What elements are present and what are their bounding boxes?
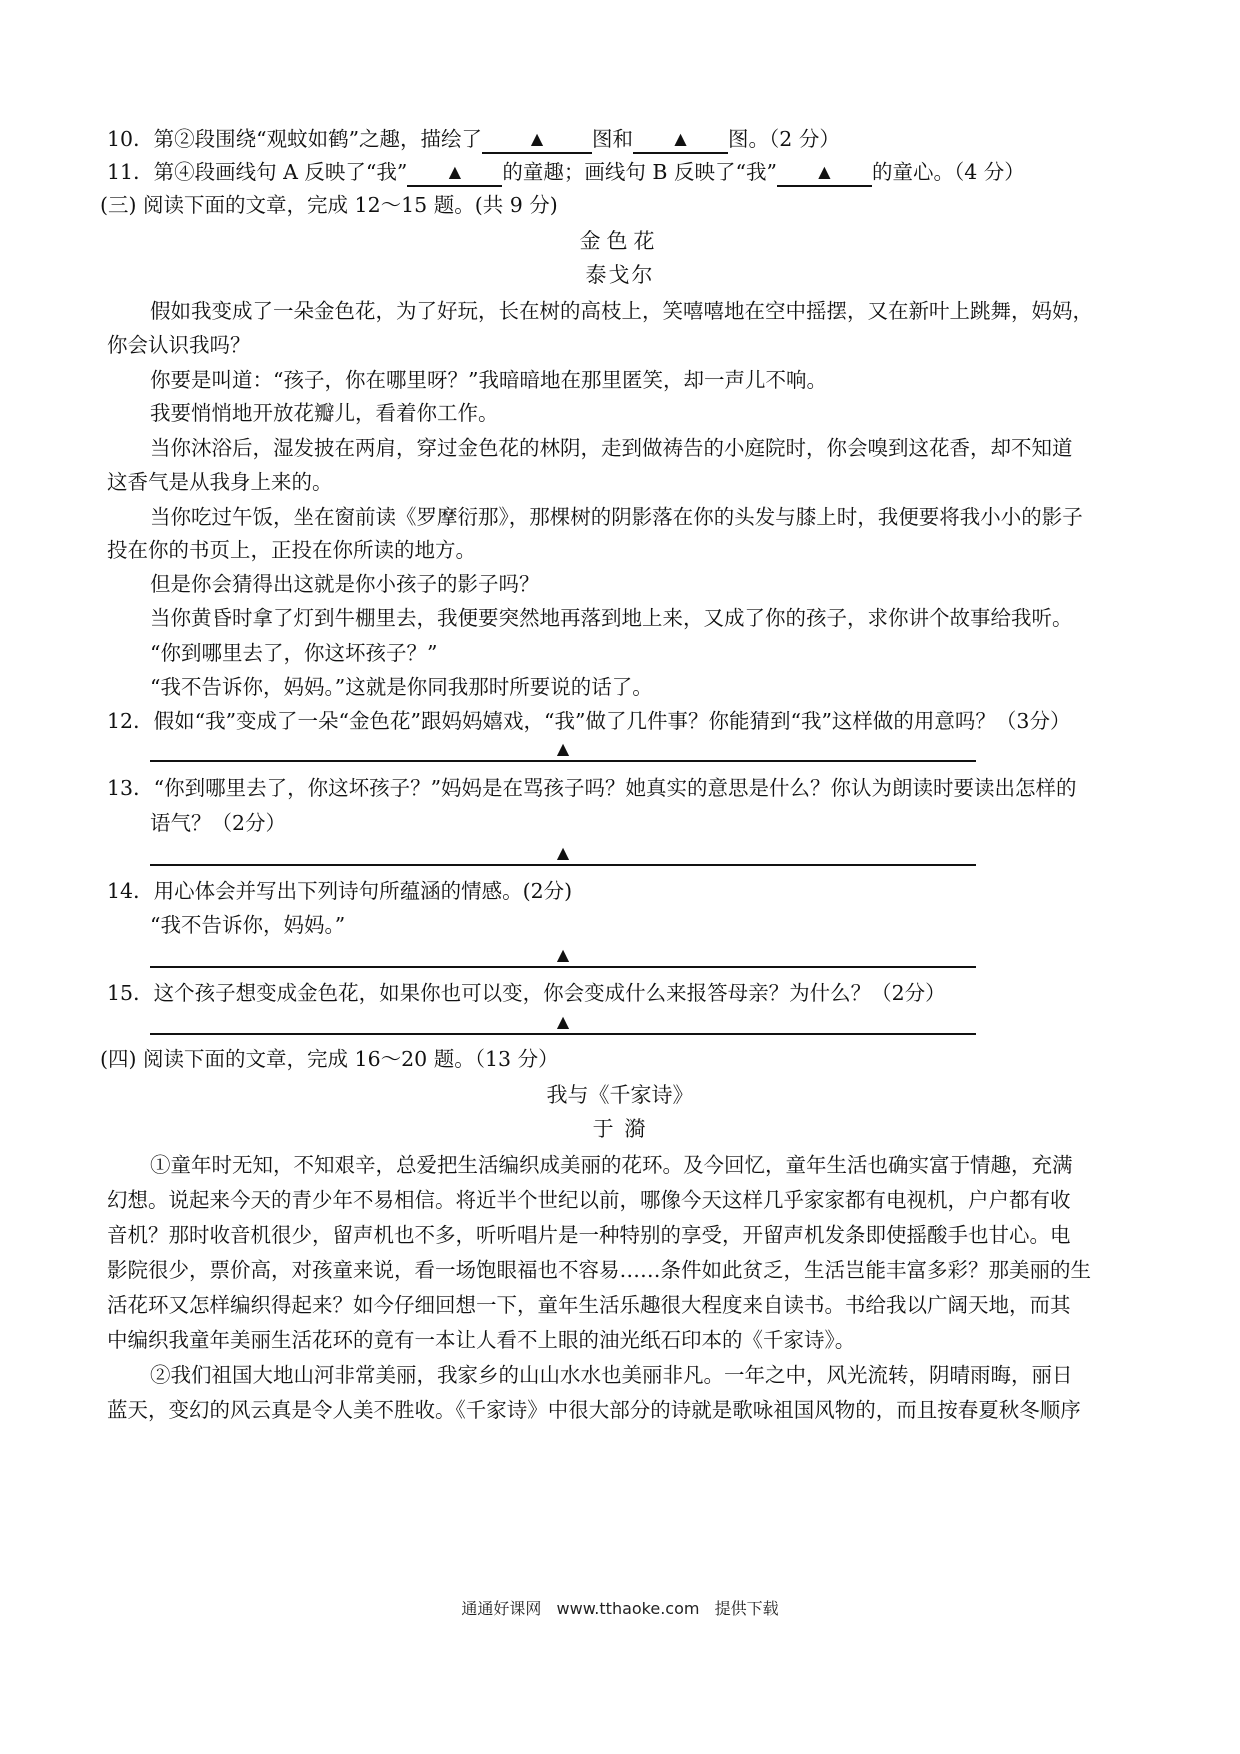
question-12: 12．假如“我”变成了一朵“金色花”跟妈妈嬉戏，“我”做了几件事？你能猜到“我”这样做的用意吗？（3分） [107, 709, 1071, 733]
answer-blank: ▲ [777, 159, 872, 187]
paragraph-line: 活花环又怎样编织得起来？如今仔细回想一下，童年生活乐趣很大程度来自读书。书给我以广阔天地，而其 [107, 1293, 1071, 1317]
question-13-cont: 语气？（2分） [150, 811, 287, 835]
question-15: 15．这个孩子想变成金色花，如果你也可以变，你会变成什么来报答母亲？为什么？（2分） [107, 981, 946, 1005]
answer-line: ▲ [150, 842, 976, 866]
article-title: 金色花 [579, 229, 661, 253]
paragraph-line: 当你黄昏时拿了灯到牛棚里去，我便要突然地再落到地上来，又成了你的孩子，求你讲个故事给我听。 [150, 606, 1073, 630]
section-3-heading: (三) 阅读下面的文章，完成 12～15 题。(共 9 分) [100, 193, 558, 217]
question-10-text: 10．第②段围绕“观蚊如鹤”之趣，描绘了 [107, 127, 483, 151]
paragraph-line: 当你吃过午饭，坐在窗前读《罗摩衍那》，那棵树的阴影落在你的头发与膝上时，我便要将我小小的影子 [150, 505, 1083, 529]
paragraph-line: 中编织我童年美丽生活花环的竟有一本让人看不上眼的油光纸石印本的《千家诗》。 [107, 1328, 856, 1352]
question-13: 13．“你到哪里去了，你这坏孩子？”妈妈是在骂孩子吗？她真实的意思是什么？你认为朗读时要读出怎样的 [107, 776, 1077, 800]
article-author: 泰戈尔 [585, 263, 655, 287]
footer-note: 提供下载 [714, 1599, 779, 1618]
footer-site-name: 通通好课网 [461, 1599, 542, 1618]
paragraph-line: 假如我变成了一朵金色花，为了好玩，长在树的高枝上，笑嘻嘻地在空中摇摆，又在新叶上跳舞，妈妈， [150, 299, 1093, 323]
paragraph-line: 影院很少，票价高，对孩童来说，看一场饱眼福也不容易……条件如此贫乏，生活岂能丰富多彩？那美丽的生 [107, 1258, 1091, 1282]
question-10-text: 图和 [592, 127, 634, 151]
question-14-quote: “我不告诉你，妈妈。” [150, 913, 346, 937]
answer-blank: ▲ [407, 159, 502, 187]
question-11-text: 的童心。（4 分） [871, 160, 1025, 184]
article-author: 于 漪 [592, 1117, 648, 1141]
question-11-text: 的童趣；画线句 B 反映了“我” [502, 160, 777, 184]
paragraph-line: “你到哪里去了，你这坏孩子？” [150, 641, 438, 665]
question-14: 14．用心体会并写出下列诗句所蕴涵的情感。(2分) [107, 879, 573, 903]
answer-blank: ▲ [633, 126, 728, 154]
question-11 [107, 157, 1025, 189]
paragraph-line: 音机？那时收音机很少，留声机也不多，听听唱片是一种特别的享受，开留声机发条即使摇酸手也甘心。电 [107, 1223, 1071, 1247]
question-11-text: 11．第④段画线句 A 反映了“我” [107, 160, 408, 184]
section-4-heading: (四) 阅读下面的文章，完成 16～20 题。（13 分） [100, 1047, 559, 1071]
page-footer [0, 1596, 1240, 1619]
question-10-text: 图。（2 分） [728, 127, 840, 151]
paragraph-line: 投在你的书页上，正投在你所读的地方。 [107, 538, 476, 562]
paragraph-line: ②我们祖国大地山河非常美丽，我家乡的山山水水也美丽非凡。一年之中，风光流转，阴晴雨晦，丽日 [150, 1363, 1073, 1387]
paragraph-line: 蓝天，变幻的风云真是令人美不胜收。《千家诗》中很大部分的诗就是歌咏祖国风物的，而且按春夏秋冬顺序 [107, 1398, 1081, 1422]
paragraph-line: 这香气是从我身上来的。 [107, 470, 333, 494]
paragraph-line: 但是你会猜得出这就是你小孩子的影子吗？ [150, 572, 540, 596]
answer-line: ▲ [150, 1011, 976, 1035]
answer-blank: ▲ [482, 126, 592, 154]
answer-line: ▲ [150, 944, 976, 968]
answer-line: ▲ [150, 738, 976, 762]
paragraph-line: 当你沐浴后，湿发披在两肩，穿过金色花的林阴，走到做祷告的小庭院时，你会嗅到这花香，却不知道 [150, 436, 1073, 460]
paragraph-line: 你要是叫道：“孩子，你在哪里呀？”我暗暗地在那里匿笑，却一声儿不响。 [150, 368, 827, 392]
question-10 [107, 124, 840, 156]
paragraph-line: “我不告诉你，妈妈。”这就是你同我那时所要说的话了。 [150, 675, 653, 699]
paragraph-line: ①童年时无知，不知艰辛，总爱把生活编织成美丽的花环。及今回忆，童年生活也确实富于情趣，充满 [150, 1153, 1073, 1177]
paragraph-line: 幻想。说起来今天的青少年不易相信。将近半个世纪以前，哪像今天这样几乎家家都有电视机，户户都有收 [107, 1188, 1071, 1212]
article-title: 我与《千家诗》 [546, 1083, 694, 1107]
paragraph-line: 你会认识我吗？ [107, 333, 251, 357]
footer-url: www.tthaoke.com [556, 1599, 700, 1618]
paragraph-line: 我要悄悄地开放花瓣儿，看着你工作。 [150, 401, 499, 425]
